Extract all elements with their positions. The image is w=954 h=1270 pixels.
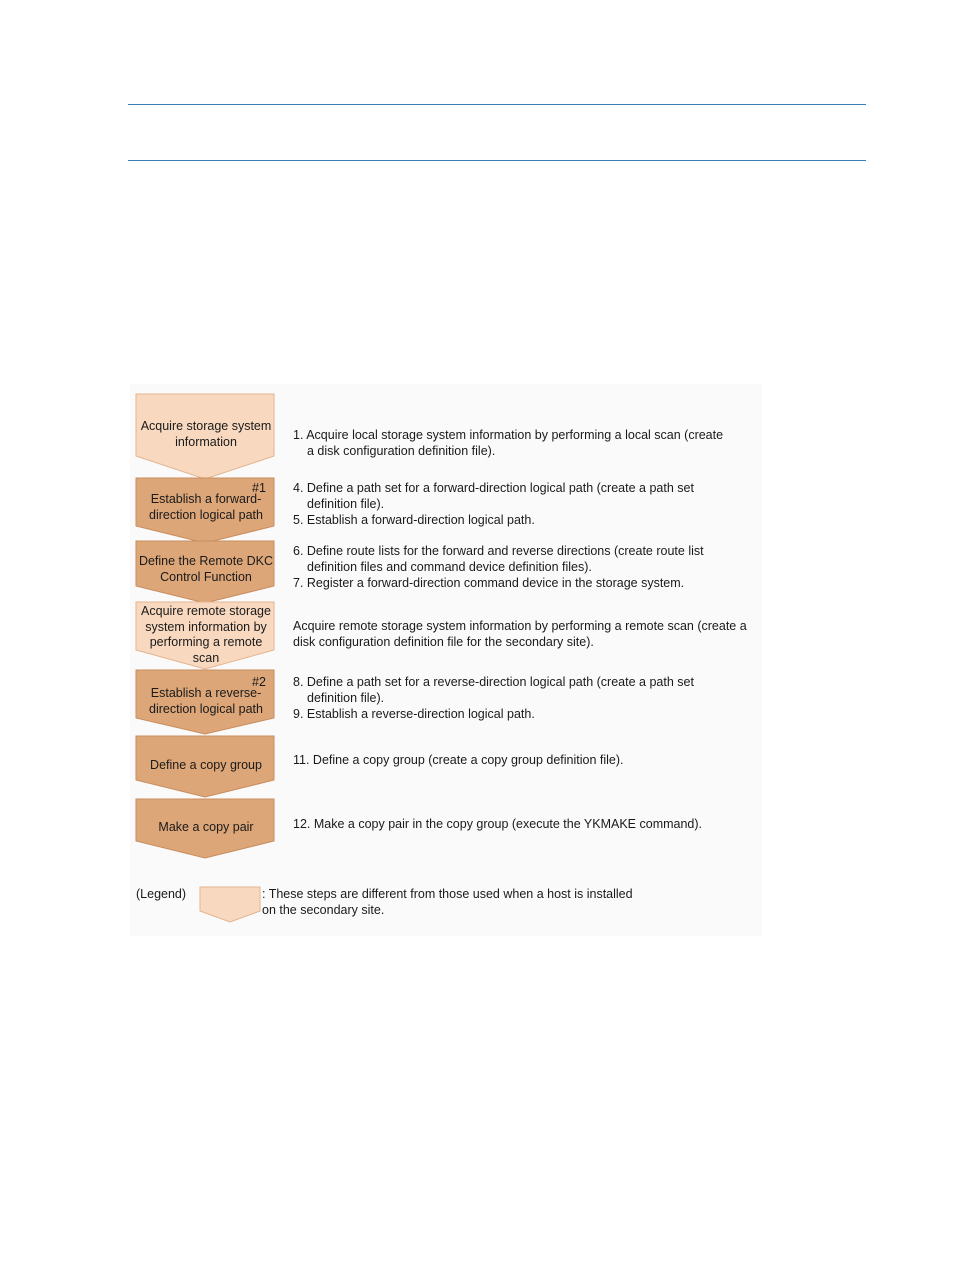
- step-5-description: 8. Define a path set for a reverse-direction logical path (create a path set definition file). 9. Establish a reverse-direction logical path.: [293, 675, 694, 721]
- step-4-description: Acquire remote storage system information by performing a remote scan (create a disk configuration definition file for the secondary site).: [293, 619, 747, 649]
- step-1-label: Acquire storage system information: [140, 419, 272, 449]
- step-1-description: 1. Acquire local storage system information by performing a local scan (create a disk configuration definition file).: [293, 428, 724, 458]
- step-7-description: 12. Make a copy pair in the copy group (execute the YKMAKE command).: [293, 817, 703, 831]
- legend-text: : These steps are different from those used when a host is installed on the secondary site.: [262, 887, 633, 917]
- step-7-label: Make a copy pair: [158, 820, 254, 834]
- header-rule-top: [128, 104, 866, 105]
- flowchart-figure: [130, 384, 762, 936]
- step-6-label: Define a copy group: [150, 758, 262, 772]
- step-6-description: 11. Define a copy group (create a copy group definition file).: [293, 753, 624, 767]
- header-rule-bottom: [128, 160, 866, 161]
- legend-label: (Legend): [136, 887, 187, 901]
- step-3-label: Define the Remote DKC Control Function: [138, 554, 274, 584]
- step-5-label: Establish a reverse- direction logical path: [149, 686, 263, 716]
- step-2-label: Establish a forward- direction logical path: [149, 492, 263, 522]
- step-5-tag: #2: [252, 675, 266, 689]
- step-4-label: Acquire remote storage system information by performing a remote scan: [141, 604, 271, 665]
- step-2-tag: #1: [252, 481, 266, 495]
- step-2-description: 4. Define a path set for a forward-direction logical path (create a path set definition file). 5. Establish a forward-direction logical path.: [293, 481, 694, 527]
- legend-chevron: [200, 887, 260, 922]
- step-3-description: 6. Define route lists for the forward and reverse directions (create route list definition files and command device definition files). 7. Register a forward-direction command device in the storage system.: [293, 544, 704, 590]
